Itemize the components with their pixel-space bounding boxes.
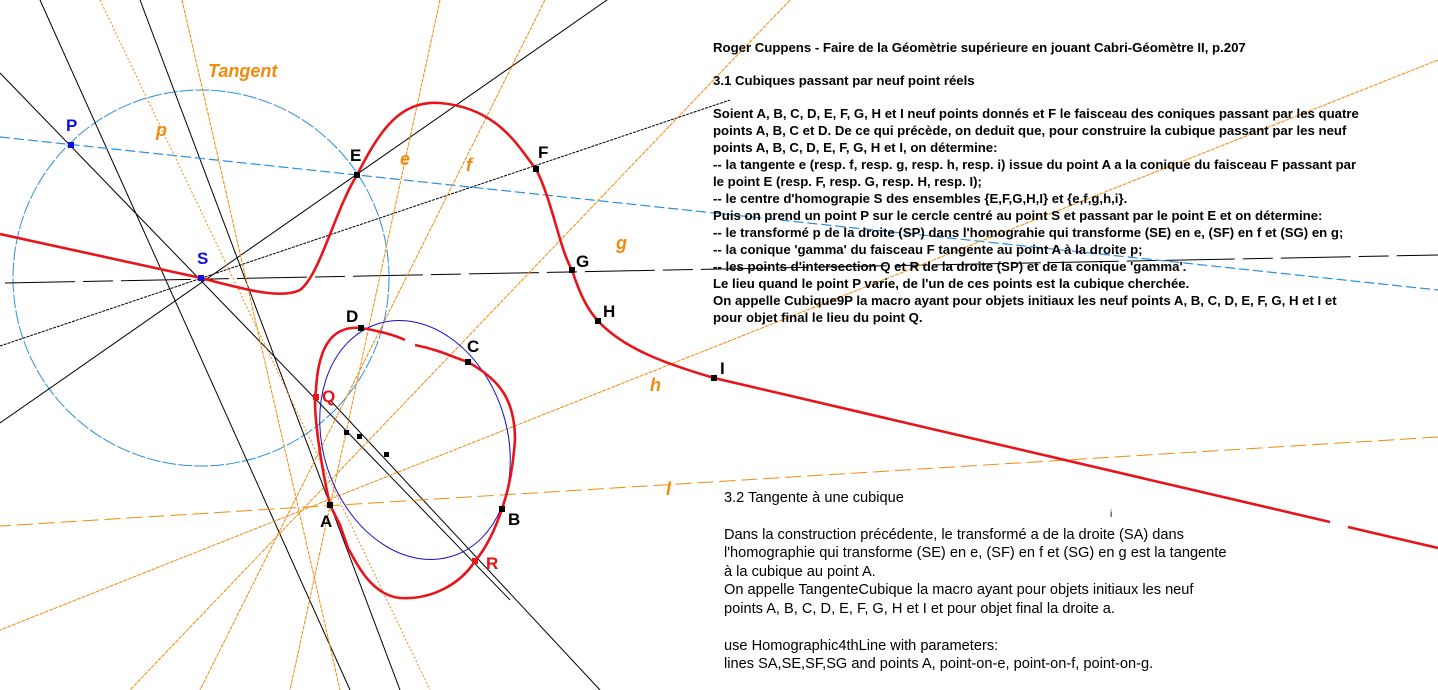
label-line-g: g: [616, 233, 627, 253]
label-e: E: [350, 146, 362, 165]
label-r: R: [486, 554, 499, 573]
body-line: -- la conique 'gamma' du faisceau F tangente au point A à la droite p;: [713, 242, 1143, 257]
stray-mark: i: [1110, 509, 1113, 520]
point-a[interactable]: [327, 502, 333, 508]
line-sp-extended: [330, 400, 600, 690]
body-line: Soient A, B, C, D, E, F, G, H et I neuf points donnés et F le faisceau des coniques passant par les quatre: [713, 106, 1359, 121]
body-line: pour objet final le lieu du point Q.: [713, 310, 923, 325]
point-i[interactable]: [711, 375, 717, 381]
aux-point: [384, 452, 389, 457]
text-block-1: [713, 39, 1433, 326]
source-heading: Roger Cuppens - Faire de la Géomètrie supérieure en jouant Cabri-Géomètre II, p.207: [713, 40, 1246, 55]
paragraph-line: points A, B, C, D, E, F, G, H et I et pour objet final la droite a.: [724, 600, 1115, 617]
aux-point: [357, 434, 362, 439]
point-d[interactable]: [358, 325, 364, 331]
line-s-other: [40, 0, 350, 690]
label-h: H: [603, 302, 616, 321]
label-g: G: [576, 252, 590, 271]
body-line: -- les points d'intersection Q et R de la droite (SP) et de la conique 'gamma'.: [713, 259, 1187, 274]
label-line-p: p: [156, 120, 167, 140]
section-3-2-title: 3.2 Tangente à une cubique: [724, 490, 904, 506]
label-a: A: [320, 512, 333, 531]
label-b: B: [508, 510, 521, 529]
label-q: Q: [322, 387, 336, 406]
label-f: F: [538, 143, 549, 162]
point-s[interactable]: [198, 275, 204, 281]
label-line-l: l: [666, 479, 672, 499]
point-g[interactable]: [569, 267, 575, 273]
point-r[interactable]: [472, 558, 478, 564]
points: [68, 142, 717, 564]
body-line: -- la tangente e (resp. f, resp. g, resp. h, resp. i) issue du point A a la conique du faisceau F passant par: [713, 157, 1357, 172]
label-d: D: [346, 307, 359, 326]
construction-dots: [344, 430, 389, 457]
point-b[interactable]: [499, 506, 505, 512]
paragraph-line: à la cubique au point A.: [724, 563, 876, 580]
body-line: points A, B, C et D. De ce qui précède, on deduit que, pour construire la cubique passant par les neuf: [713, 123, 1347, 138]
label-s: S: [197, 249, 209, 268]
paragraph-line: Dans la construction précédente, le transformé a de la droite (SA) dans: [724, 526, 1184, 543]
label-line-e: e: [400, 149, 411, 169]
usage-line: use Homographic4thLine with parameters:: [724, 637, 999, 654]
body-line: -- le centre d'homograpie S des ensembles {E,F,G,H,I} et {e,f,g,h,i}.: [713, 191, 1128, 206]
label-line-h: h: [650, 375, 661, 395]
point-q[interactable]: [313, 394, 319, 400]
text-block-2: [724, 489, 1344, 674]
line-f: [200, 0, 545, 690]
conic-gamma: [290, 296, 540, 585]
point-e[interactable]: [354, 172, 360, 178]
label-p: P: [66, 116, 78, 135]
label-line-f: f: [466, 155, 472, 175]
usage-line: lines SA,SE,SF,SG and points A, point-on-e, point-on-f, point-on-g.: [724, 656, 1154, 673]
body-line: -- le transformé p de la droite (SP) dans l'homograhie qui transforme (SE) en e, (SF) en f et (SG) en g;: [713, 225, 1344, 240]
body-line: Le lieu quand le point P varie, de l'un de ces points est la cubique cherchée.: [713, 276, 1190, 291]
line-tangent: [182, 0, 340, 690]
label-tangent: Tangent: [208, 61, 278, 81]
section-3-1-title: 3.1 Cubiques passant par neuf point réels: [713, 73, 975, 88]
body-line: Puis on prend un point P sur le cercle centré au point S et passant par le point E et on détermine:: [713, 208, 1323, 223]
point-p[interactable]: [68, 142, 74, 148]
body-line: points A, B, C, D, E, F, G, H et I, on détermine:: [713, 140, 998, 155]
point-h[interactable]: [595, 318, 601, 324]
point-c[interactable]: [465, 359, 471, 365]
body-line: On appelle Cubique9P la macro ayant pour objets initiaux les neuf points A, B, C, D, E, F, G, H et I et: [713, 293, 1337, 308]
label-i: I: [720, 359, 725, 378]
point-f[interactable]: [533, 166, 539, 172]
body-line: le point E (resp. F, resp. G, resp. H, resp. I);: [713, 174, 982, 189]
paragraph-line: On appelle TangenteCubique la macro ayant pour objets initiaux les neuf: [724, 582, 1194, 599]
aux-point: [344, 430, 349, 435]
line-s-f: [0, 100, 730, 346]
paragraph-line: l'homographie qui transforme (SE) en e, (SF) en f et (SG) en g est la tangente: [724, 545, 1227, 562]
line-p: [100, 0, 430, 690]
label-c: C: [467, 337, 480, 356]
